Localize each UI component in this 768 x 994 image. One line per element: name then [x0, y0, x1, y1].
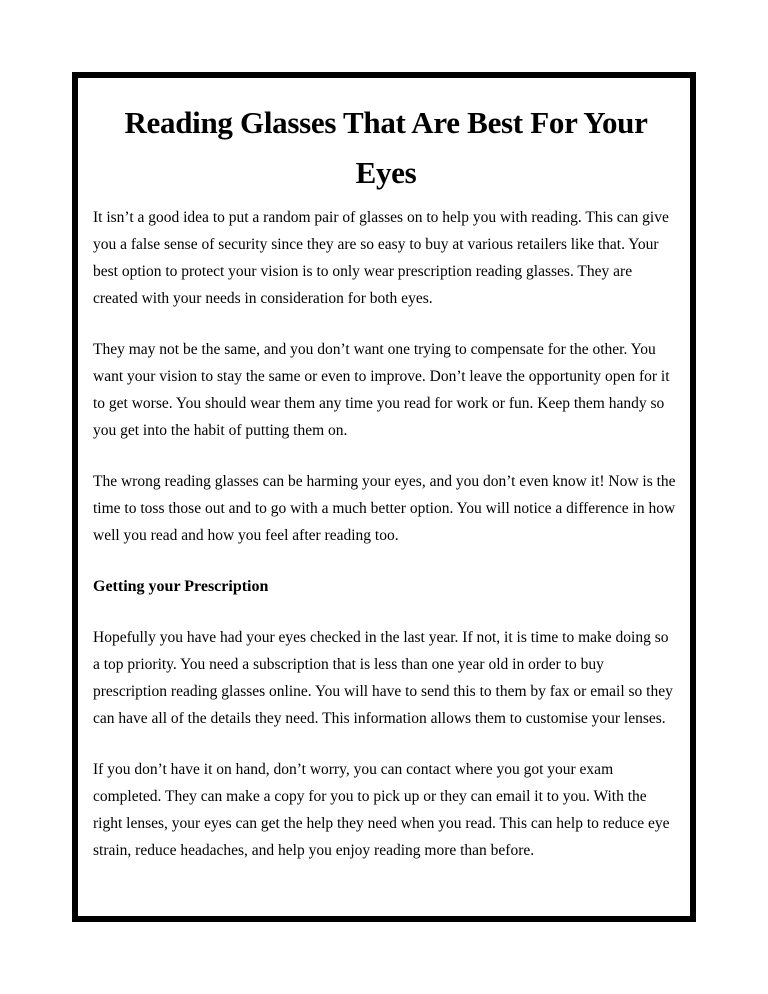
paragraph-1: It isn’t a good idea to put a random pair of glasses on to help you with reading. This can give you a false sense of security since they are so easy to buy at various retailers like that. Your best option to protect your vision is to only wear prescription reading glasses. They are created with your needs in consideration for both eyes. — [93, 209, 669, 307]
document-body — [93, 98, 679, 864]
page-border — [72, 72, 696, 922]
paragraph-4: Hopefully you have had your eyes checked in the last year. If not, it is time to make doing so a top priority. You need a subscription that is less than one year old in order to buy prescription reading glasses online. You will have to send this to them by fax or email so they can have all of the details they need. This information allows them to customise your lenses. — [93, 629, 673, 727]
paragraph-5: If you don’t have it on hand, don’t worry, you can contact where you got your exam completed. They can make a copy for you to pick up or they can email it to you. With the right lenses, your eyes can get the help they need when you read. This can help to reduce eye strain, reduce headaches, and help you enjoy reading more than before. — [93, 761, 670, 859]
section-heading: Getting your Prescription — [93, 578, 269, 595]
paragraph-2: They may not be the same, and you don’t want one trying to compensate for the other. You want your vision to stay the same or even to improve. Don’t leave the opportunity open for it to get worse. You should wear them any time you read for work or fun. Keep them handy so you get into the habit of putting them on. — [93, 341, 670, 439]
document-title: Reading Glasses That Are Best For Your Eyes — [124, 105, 648, 190]
paragraph-3: The wrong reading glasses can be harming your eyes, and you don’t even know it! Now is the time to toss those out and to go with a much better option. You will notice a difference in how well you read and how you feel after reading too. — [93, 473, 676, 544]
